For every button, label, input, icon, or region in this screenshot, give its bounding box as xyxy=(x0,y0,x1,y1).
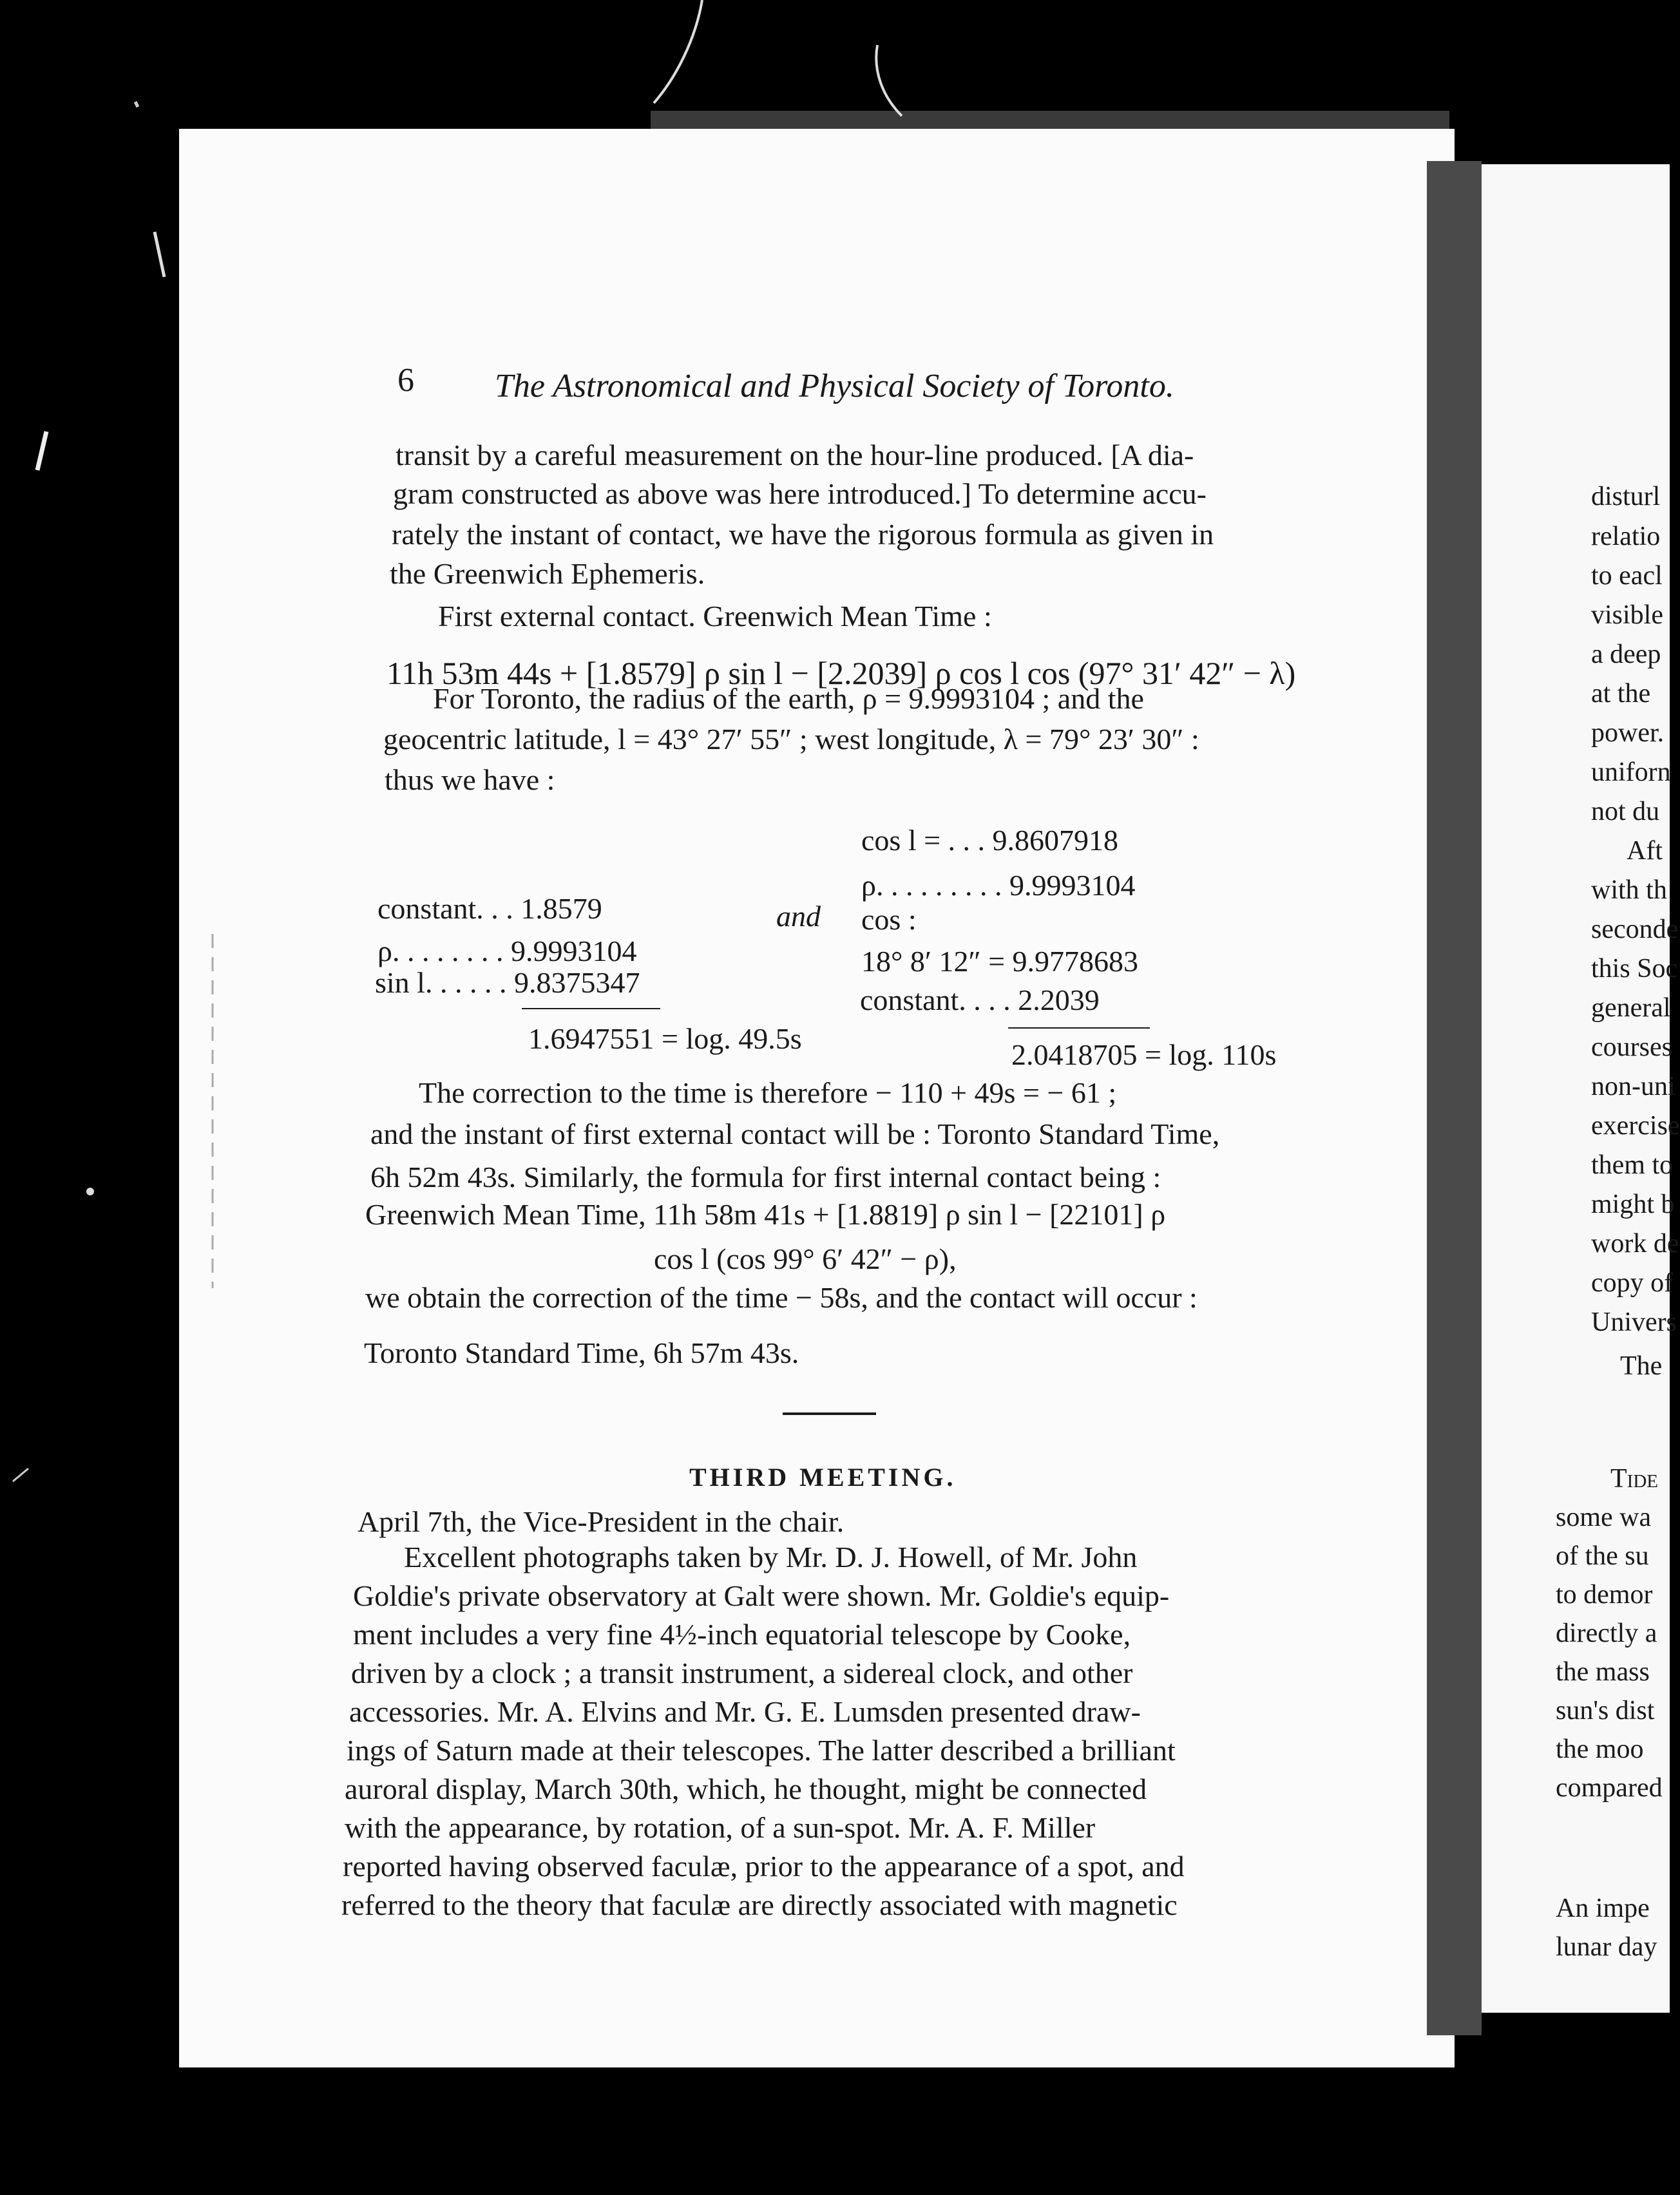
text-line: auroral display, March 30th, which, he thought, might be connected xyxy=(345,1772,1147,1805)
text-line: thus we have : xyxy=(385,763,555,796)
right-page-line: to demor xyxy=(1556,1580,1653,1610)
computation-and: and xyxy=(776,900,821,933)
right-page-line: Aft xyxy=(1627,836,1663,866)
right-page-line: with th xyxy=(1591,875,1667,905)
text-line: cos l (cos 99° 6′ 42″ − ρ), xyxy=(654,1242,957,1275)
right-page-line: work de xyxy=(1591,1229,1679,1259)
text-line: driven by a clock ; a transit instrument, a sidereal clock, and other xyxy=(351,1657,1133,1689)
text-line: ings of Saturn made at their telescopes. The latter described a brilliant xyxy=(347,1734,1176,1767)
text-line: rately the instant of contact, we have the rigorous formula as given in xyxy=(392,518,1214,551)
computation-rho-left: ρ. . . . . . . . 9.9993104 xyxy=(377,935,637,967)
text-line: For Toronto, the radius of the earth, ρ = 9.9993104 ; and the xyxy=(433,682,1144,715)
right-page-line: The xyxy=(1620,1351,1663,1381)
computation-constant: constant. . . 1.8579 xyxy=(377,892,602,925)
right-page-line: power. xyxy=(1591,718,1665,748)
right-page-line: courses xyxy=(1591,1032,1672,1062)
right-page-line: this Soc xyxy=(1591,954,1678,983)
text-line: April 7th, the Vice-President in the chair. xyxy=(358,1505,845,1538)
right-page-line: of the su xyxy=(1556,1541,1649,1571)
right-page-line: sun's dist xyxy=(1556,1696,1655,1725)
text-line: referred to the theory that faculæ are directly associated with magnetic xyxy=(341,1888,1178,1921)
computation-sin-l: sin l. . . . . . 9.8375347 xyxy=(375,966,640,999)
right-page-line: not du xyxy=(1591,797,1660,826)
sum-rule-right xyxy=(1008,1027,1150,1029)
right-page-line: Univers xyxy=(1591,1307,1677,1337)
computation-angle: 18° 8′ 12″ = 9.9778683 xyxy=(861,945,1139,978)
right-page-line: the mass xyxy=(1556,1657,1650,1687)
computation-cos: cos : xyxy=(861,903,917,936)
right-page-line: the moo xyxy=(1556,1734,1644,1764)
text-line: Excellent photographs taken by Mr. D. J. Howell, of Mr. John xyxy=(404,1541,1138,1573)
text-line: and the instant of first external contact will be : Toronto Standard Time, xyxy=(370,1117,1220,1150)
computation-rho: ρ. . . . . . . . . 9.9993104 xyxy=(861,869,1136,902)
computation-constant-right: constant. . . . 2.2039 xyxy=(860,983,1100,1016)
formula-external-contact: 11h 53m 44s + [1.8579] ρ sin l − [2.2039] ρ cos l cos (97° 31′ 42″ − λ) xyxy=(387,655,1296,691)
text-line: The correction to the time is therefore − 110 + 49s = − 61 ; xyxy=(419,1076,1117,1109)
section-divider xyxy=(783,1412,876,1415)
text-line: we obtain the correction of the time − 58s, and the contact will occur : xyxy=(365,1281,1198,1314)
right-page-line: compared xyxy=(1556,1773,1663,1803)
right-page-line: to eacl xyxy=(1591,561,1663,591)
text-line: Greenwich Mean Time, 11h 58m 41s + [1.8819] ρ sin l − [22101] ρ xyxy=(365,1198,1166,1231)
text-line: transit by a careful measurement on the hour-line produced. [A dia- xyxy=(396,439,1194,471)
text-line: Goldie's private observatory at Galt were shown. Mr. Goldie's equip- xyxy=(353,1579,1170,1612)
right-page-line: seconde xyxy=(1591,915,1679,944)
text-line: ment includes a very fine 4½-inch equatorial telescope by Cooke, xyxy=(353,1618,1131,1651)
text-line: 6h 52m 43s. Similarly, the formula for first internal contact being : xyxy=(370,1161,1161,1193)
right-page-line: Tide xyxy=(1610,1464,1658,1494)
computation-cos-l: cos l = . . . 9.8607918 xyxy=(861,824,1119,857)
right-page-line: relatio xyxy=(1591,522,1661,551)
right-page-line: at the xyxy=(1591,679,1651,708)
right-page-line: might b xyxy=(1591,1190,1675,1219)
right-page-line: some wa xyxy=(1556,1503,1652,1532)
right-page-line: general xyxy=(1591,993,1671,1023)
text-line: geocentric latitude, l = 43° 27′ 55″ ; west longitude, λ = 79° 23′ 30″ : xyxy=(383,723,1199,755)
right-page-line: visible xyxy=(1591,600,1663,630)
text-line: the Greenwich Ephemeris. xyxy=(390,557,705,590)
text-line: reported having observed faculæ, prior to the appearance of a spot, and xyxy=(343,1850,1185,1883)
computation-right-sum: 2.0418705 = log. 110s xyxy=(1011,1038,1277,1071)
right-page-line: copy of xyxy=(1591,1268,1674,1298)
right-page-line: exercise xyxy=(1591,1111,1680,1141)
text-line: accessories. Mr. A. Elvins and Mr. G. E. Lumsden presented draw- xyxy=(349,1695,1141,1728)
right-page-line: uniforn xyxy=(1591,757,1671,787)
right-page-line: An impe xyxy=(1556,1894,1650,1923)
right-page-line: non-uni xyxy=(1591,1072,1675,1101)
section-title: THIRD MEETING. xyxy=(689,1463,957,1492)
right-page-line: a deep xyxy=(1591,640,1661,669)
right-page-line: lunar day xyxy=(1556,1932,1657,1962)
sum-rule-left xyxy=(522,1008,660,1009)
page-number: 6 xyxy=(397,362,414,399)
text-line: Toronto Standard Time, 6h 57m 43s. xyxy=(364,1336,799,1369)
computation-left-sum: 1.6947551 = log. 49.5s xyxy=(528,1022,802,1055)
text-line: with the appearance, by rotation, of a sun-spot. Mr. A. F. Miller xyxy=(345,1811,1096,1844)
running-title: The Astronomical and Physical Society of Toronto. xyxy=(495,368,1174,404)
first-contact-label: First external contact. Greenwich Mean Time : xyxy=(438,600,992,632)
right-page-line: disturl xyxy=(1591,482,1661,511)
right-page-line: them to xyxy=(1591,1150,1674,1180)
text-line: gram constructed as above was here introduced.] To determine accu- xyxy=(393,477,1207,510)
right-page-line: directly a xyxy=(1556,1619,1657,1648)
